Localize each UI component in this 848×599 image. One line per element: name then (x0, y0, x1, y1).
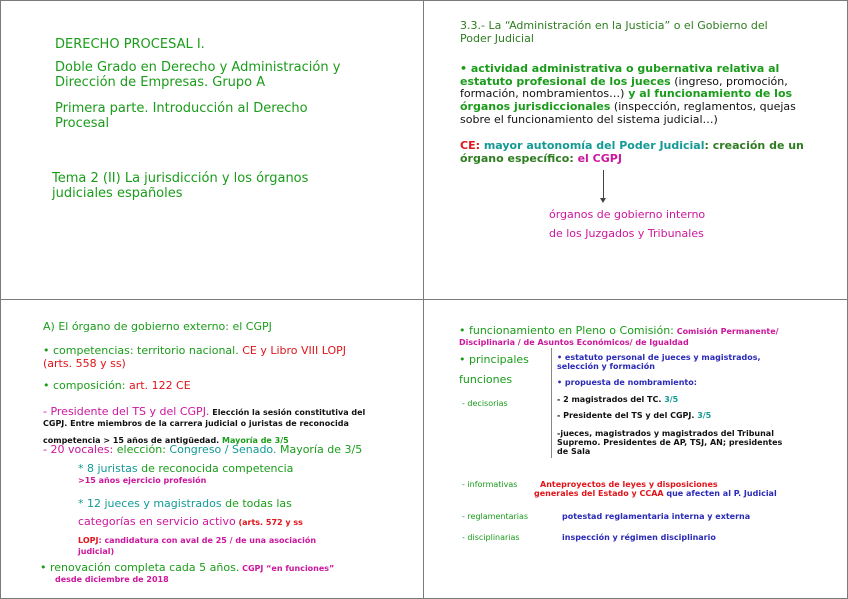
informativas-text: Anteproyectos de leyes y disposiciones generales del Estado y CCAA que afecten al P. Judicial (534, 480, 777, 499)
horizontal-divider (0, 299, 848, 300)
reglamentarias-label: - reglamentarias (462, 512, 529, 521)
disciplinarias-label: - disciplinarias (462, 533, 520, 542)
brace-line (551, 348, 552, 458)
informativas-label: - informativas (462, 480, 518, 489)
slide-3 (0, 300, 424, 599)
composicion: • composición: art. 122 CE (43, 379, 191, 392)
slide-4 (424, 300, 848, 599)
slide3-title: A) El órgano de gobierno externo: el CGPJ (43, 320, 272, 333)
renovacion: • renovación completa cada 5 años. CGPJ “en funciones” desde diciembre de 2018 (40, 561, 335, 585)
jueces: * 12 jueces y magistrados de todas las categorías en servicio activo (arts. 572 y ss LOPJ: candidatura con aval de 25 / de una asociación judicial) (78, 497, 317, 557)
slide-2 (424, 0, 848, 300)
part-text: Primera parte. Introducción al Derecho Procesal (55, 101, 308, 131)
decisorias-label: - decisorias (462, 399, 508, 408)
slide2-bullet: • actividad administrativa o gubernativa relativa al estatuto profesional de los jueces (ingreso, promoción, formación, nombramientos…) y al funcionamiento de los órganos jurisdiccionales (inspección, reglamentos, quejas sobre el funcionamiento del sistema judicial…) (460, 62, 796, 126)
reglamentarias-text: potestad reglamentaria interna y externa (562, 512, 751, 521)
decisorias-list: • estatuto personal de jueces y magistrados, selección y formación • propuesta de nombramiento: - 2 magistrados del TC. 3/5 - Presidente del TS y del CGPJ. 3/5 -jueces, magistrados y magistrados del Tribunal Supremo. Presidentes de AP, TSJ, AN; presidentes de Sala (557, 353, 783, 457)
principales-funciones: • principales funciones (459, 353, 529, 386)
topic-text: Tema 2 (II) La jurisdicción y los órganos judiciales españoles (52, 171, 309, 201)
course-title: DERECHO PROCESAL I. (55, 37, 205, 52)
arrow-down-icon (600, 198, 606, 203)
organ-text: órganos de gobierno interno de los Juzgados y Tribunales (549, 208, 706, 240)
degree-text: Doble Grado en Derecho y Administración y Dirección de Empresas. Grupo A (55, 60, 341, 90)
funcionamiento: • funcionamiento en Pleno o Comisión: Comisión Permanente/ Disciplinaria / de Asuntos Económicos/ de Igualdad (459, 324, 779, 348)
arrow-line (603, 170, 604, 200)
presidente: - Presidente del TS y del CGPJ. Elección la sesión constitutiva del CGPJ. Entre miembros de la carrera judicial o juristas de reconocida competencia > 15 años de antigüedad. Mayoría de 3/5 (43, 405, 366, 445)
slide-1 (0, 0, 424, 300)
ce-text: CE: mayor autonomía del Poder Judicial: creación de un órgano específico: el CGPJ (460, 139, 804, 165)
disciplinarias-text: inspección y régimen disciplinario (562, 533, 716, 542)
competencias: • competencias: territorio nacional. CE y Libro VIII LOPJ (arts. 558 y ss) (43, 344, 347, 370)
juristas: * 8 juristas de reconocida competencia >15 años ejercicio profesión (78, 462, 294, 485)
slide2-title: 3.3.- La “Administración en la Justicia” o el Gobierno del Poder Judicial (460, 19, 768, 45)
vocales: - 20 vocales: elección: Congreso / Senado. Mayoría de 3/5 (43, 443, 363, 456)
